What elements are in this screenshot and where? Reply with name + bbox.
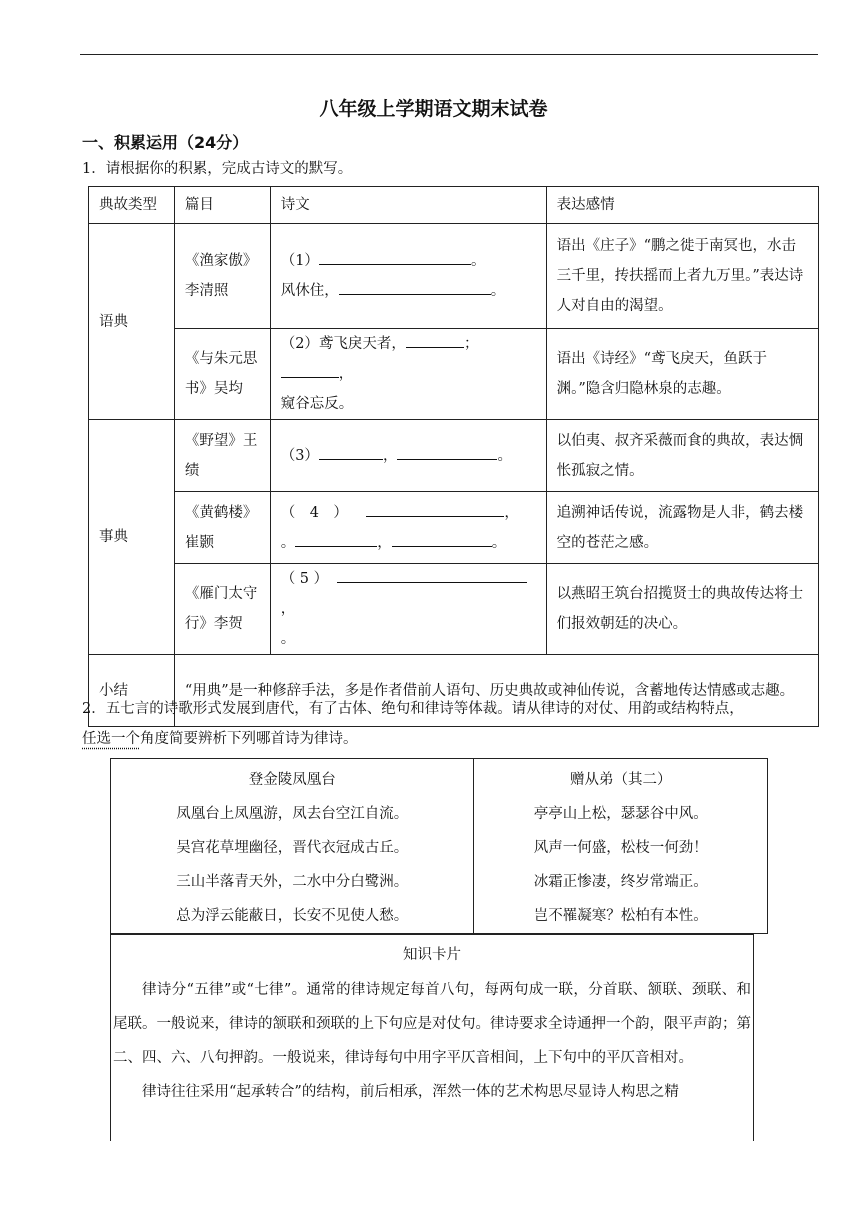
emotion-cell: 以伯夷、叔齐采薇而食的典故，表达惆怅孤寂之情。 xyxy=(546,420,818,492)
knowledge-card xyxy=(110,934,754,1141)
work-cell: 《与朱元思书》吴均 xyxy=(174,329,270,420)
poem-cell xyxy=(474,759,768,934)
poetry-fill-table xyxy=(88,186,819,727)
poems-table xyxy=(110,758,768,934)
header-cell: 诗文 xyxy=(270,187,546,224)
category-cell: 小结 xyxy=(89,655,175,727)
table-row xyxy=(89,564,819,655)
poem-line: 总为浮云能蔽日，长安不见使人愁。 xyxy=(176,908,409,924)
page-title: 八年级上学期语文期末试卷 xyxy=(319,98,548,120)
card-paragraph: 律诗分“五律”或“七律”。通常的律诗规定每首八句，每两句成一联，分首联、颔联、颈联、和尾联。一般说来，律诗的颔联和颈联的上下句应是对仗句。律诗要求全诗通押一个韵，限平声韵；第二、四、六、八句押韵。一般说来，律诗每句中用字平仄音相间，上下句中的平仄音相对。 xyxy=(113,982,751,1066)
question-2: 2．五七言的诗歌形式发展到唐代，有了古体、绝句和律诗等体裁。请从律诗的对仗、用韵或结构特点， 任选一个角度简要辨析下列哪首诗为律诗。 xyxy=(82,701,744,747)
poem-line: 岂不罹凝寒？松柏有本性。 xyxy=(533,908,708,924)
card-body xyxy=(111,973,753,1109)
poem-title: 赠从弟（其二） xyxy=(569,772,672,788)
answer-blank[interactable] xyxy=(281,359,339,378)
card-paragraph: 律诗往往采用“起承转合”的结构，前后相承，浑然一体的艺术构思尽显诗人构思之精 xyxy=(142,1084,679,1100)
poem-cell xyxy=(111,759,474,934)
work-cell: 《雁门太守行》李贺 xyxy=(174,564,270,655)
table-row xyxy=(89,420,819,492)
emotion-cell: 追溯神话传说，流露物是人非，鹤去楼空的苍茫之感。 xyxy=(546,492,818,564)
answer-blank[interactable] xyxy=(397,441,497,460)
answer-blank[interactable] xyxy=(295,528,377,547)
header-cell: 表达感情 xyxy=(546,187,818,224)
verse-cell: （1） 。 风休住， 。 xyxy=(270,224,546,329)
poem-line: 吴宫花草埋幽径，晋代衣冠成古丘。 xyxy=(176,840,409,856)
poem-line: 亭亭山上松，瑟瑟谷中风。 xyxy=(533,806,708,822)
work-cell: 《野望》王绩 xyxy=(174,420,270,492)
answer-blank[interactable] xyxy=(339,276,491,295)
category-cell: 语典 xyxy=(89,224,175,420)
category-cell: 事典 xyxy=(89,420,175,655)
header-rule xyxy=(80,54,818,55)
answer-blank[interactable] xyxy=(392,528,492,547)
poem-line: 三山半落青天外，二水中分白鹭洲。 xyxy=(176,874,409,890)
poem-line: 风声一何盛，松枝一何劲！ xyxy=(533,840,708,856)
section-heading: 一、积累运用（24分） xyxy=(82,133,249,152)
answer-blank[interactable] xyxy=(319,246,471,265)
work-cell: 《黄鹤楼》崔颢 xyxy=(174,492,270,564)
table-row xyxy=(89,224,819,329)
answer-blank[interactable] xyxy=(337,564,527,583)
emotion-cell: 语出《庄子》“鹏之徙于南冥也，水击三千里，抟扶摇而上者九万里。”表达诗人对自由的渴望。 xyxy=(546,224,818,329)
poem-line: 凤凰台上凤凰游，凤去台空江自流。 xyxy=(176,806,409,822)
poems-row xyxy=(111,759,768,934)
verse-cell: （3） ， 。 xyxy=(270,420,546,492)
emotion-cell: 语出《诗经》“鸢飞戾天，鱼跃于渊。”隐含归隐林泉的志趣。 xyxy=(546,329,818,420)
table-row xyxy=(89,492,819,564)
verse-cell: （ 5 ） ， 。 xyxy=(270,564,546,655)
answer-blank[interactable] xyxy=(319,441,383,460)
poem-line: 冰霜正惨凄，终岁常端正。 xyxy=(533,874,708,890)
answer-blank[interactable] xyxy=(366,498,504,517)
poem-title: 登金陵凤凰台 xyxy=(248,772,336,788)
header-cell: 典故类型 xyxy=(89,187,175,224)
answer-blank[interactable] xyxy=(406,329,464,348)
table-row xyxy=(89,329,819,420)
card-title: 知识卡片 xyxy=(403,947,461,963)
emphasis-dotted: 任选一个 xyxy=(82,731,140,747)
table-header-row xyxy=(89,187,819,224)
verse-cell: （ 4 ） ， 。 ， 。 xyxy=(270,492,546,564)
verse-cell: （2）鸢飞戾天者， ；， 窥谷忘反。 xyxy=(270,329,546,420)
emotion-cell: 以燕昭王筑台招揽贤士的典故传达将士们报效朝廷的决心。 xyxy=(546,564,818,655)
question-1: 1．请根据你的积累，完成古诗文的默写。 xyxy=(82,161,353,177)
summary-cell: “用典”是一种修辞手法，多是作者借前人语句、历史典故或神仙传说，含蓄地传达情感或志趣。 xyxy=(174,655,818,727)
work-cell: 《渔家傲》李清照 xyxy=(174,224,270,329)
header-cell: 篇目 xyxy=(174,187,270,224)
